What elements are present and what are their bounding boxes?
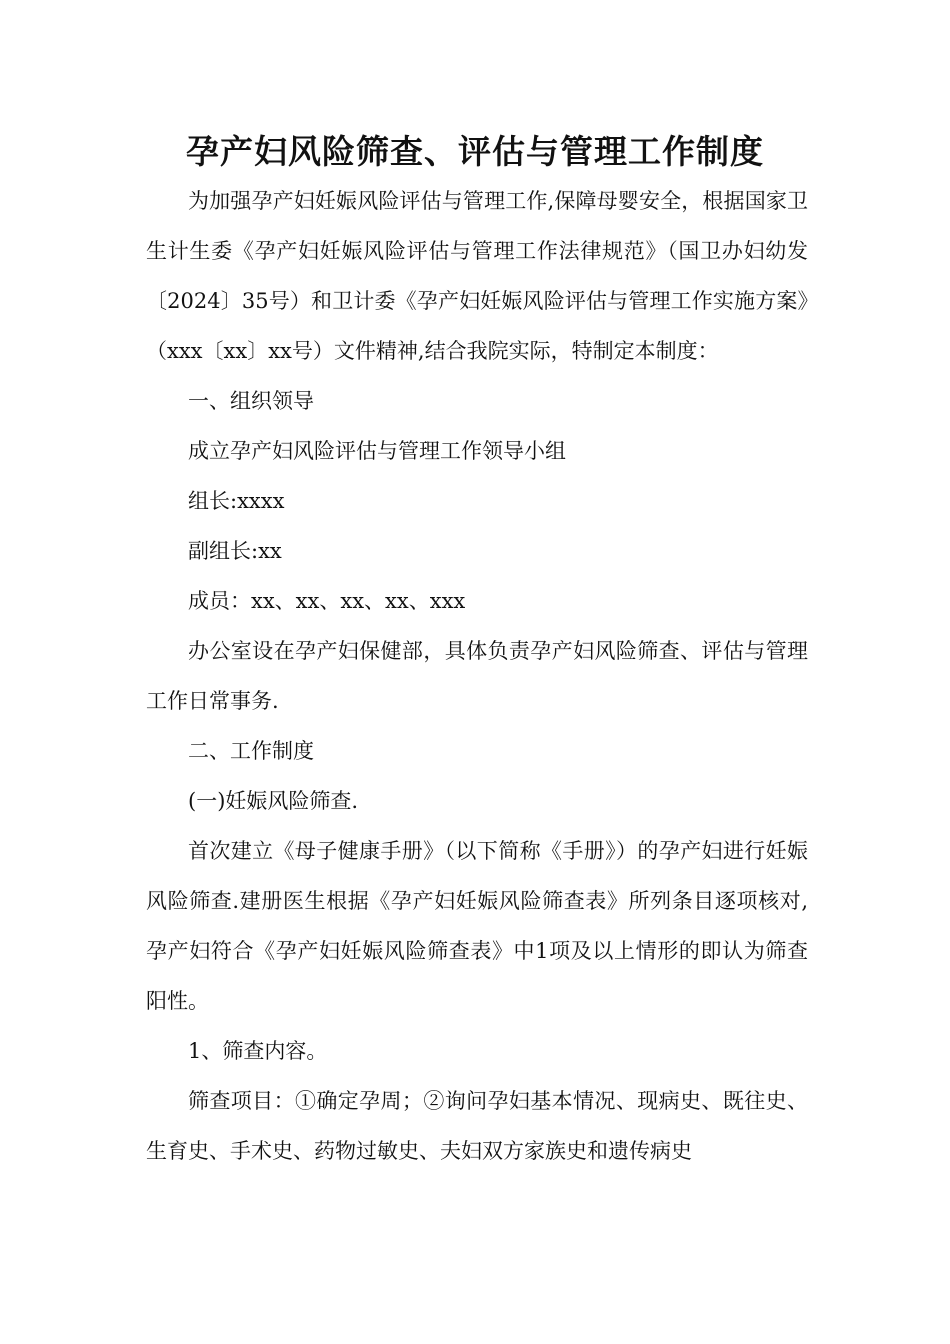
subsection-heading-screening: (一)妊娠风险筛查. [188,789,359,813]
document-title: 孕产妇风险筛查、评估与管理工作制度 [186,132,764,171]
paragraph-group-setup: 成立孕产妇风险评估与管理工作领导小组 [188,439,566,463]
item-heading-screening-content: 1、筛查内容。 [188,1039,328,1063]
paragraph-office: 办公室设在孕产妇保健部，具体负责孕产妇风险筛查、评估与管理工作日常事务. [146,639,808,713]
paragraph-group-leader: 组长:xxxx [188,489,285,513]
paragraph-deputy-leader: 副组长:xx [188,539,282,563]
paragraph-screening-items: 筛查项目：①确定孕周；②询问孕妇基本情况、现病史、既往史、生育史、手术史、药物过敏史、夫妇双方家族史和遗传病史 [146,1089,808,1163]
paragraph-screening: 首次建立《母子健康手册》（以下简称《手册》）的孕产妇进行妊娠风险筛查.建册医生根据《孕产妇妊娠风险筛查表》所列条目逐项核对,孕产妇符合《孕产妇妊娠风险筛查表》中1项及以上情形的即认为筛查阳性。 [146,839,808,1013]
document-body [146,176,808,1176]
section-heading-organization: 一、组织领导 [188,389,314,413]
paragraph-intro: 为加强孕产妇妊娠风险评估与管理工作,保障母婴安全，根据国家卫生计生委《孕产妇妊娠风险评估与管理工作法律规范》（国卫办妇幼发〔2024〕35号）和卫计委《孕产妇妊娠风险评估与管理工作实施方案》（xxx〔xx〕xx号）文件精神,结合我院实际，特制定本制度： [146,189,808,363]
section-heading-work-rules: 二、工作制度 [188,739,314,763]
paragraph-members: 成员：xx、xx、xx、xx、xxx [188,589,466,613]
